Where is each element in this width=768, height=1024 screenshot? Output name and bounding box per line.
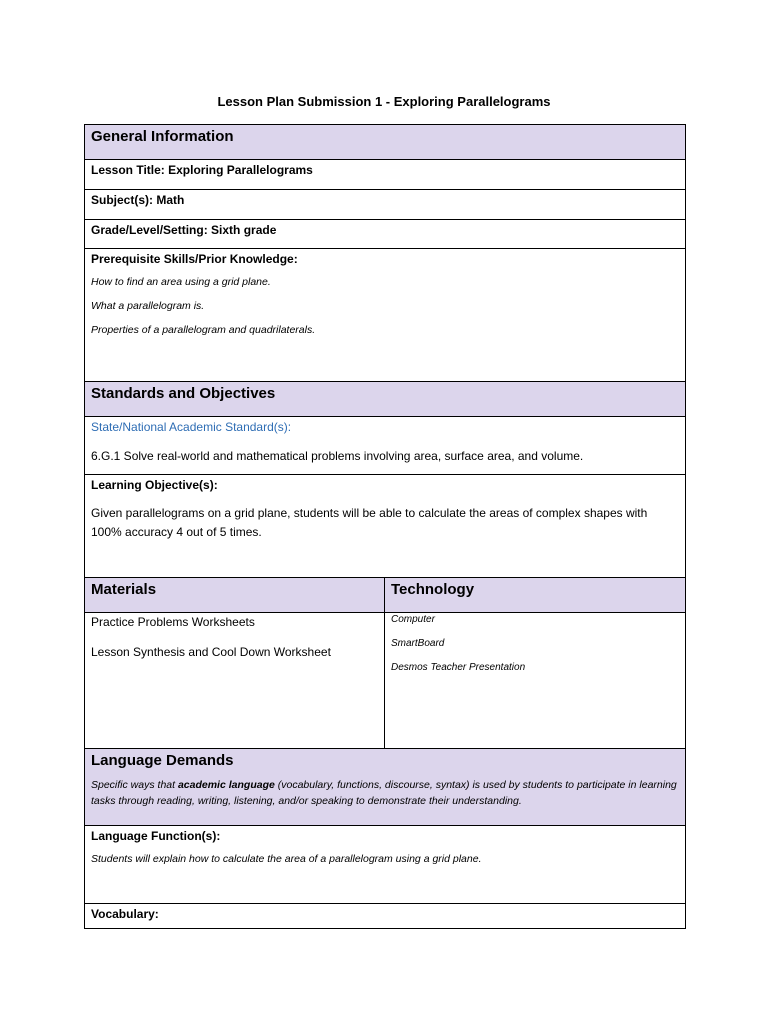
technology-item: SmartBoard [391,638,445,649]
language-functions-text: Students will explain how to calculate the area of a parallelogram using a grid plane. [91,853,482,865]
academic-standards-label: State/National Academic Standard(s): [91,420,292,434]
materials-header [85,578,385,613]
technology-title: Technology [391,581,475,598]
prerequisite-item: Properties of a parallelogram and quadrilaterals. [91,324,316,336]
standards-objectives-title: Standards and Objectives [91,385,276,402]
academic-standards-row [85,417,686,475]
vocabulary-row [85,904,686,929]
learning-objectives-text: Given parallelograms on a grid plane, students will be able to calculate the areas of complex shapes with 100% accuracy 4 out of 5 times. [91,506,648,539]
learning-objectives-label: Learning Objective(s): [91,478,218,492]
materials-item: Lesson Synthesis and Cool Down Worksheet [91,645,331,659]
materials-item: Practice Problems Worksheets [91,615,255,629]
language-demands-description: Specific ways that academic language (vocabulary, functions, discourse, syntax) is used by students to participate in learning tasks through reading, writing, listening, and/or speaking to demonstrate their understanding. [91,779,677,807]
language-functions-label: Language Function(s): [91,829,221,843]
technology-item: Computer [391,614,435,625]
language-functions-row [85,826,686,904]
prerequisite-row [85,249,686,382]
general-information-header [85,125,686,160]
general-information-title: General Information [91,128,234,145]
prerequisite-label: Prerequisite Skills/Prior Knowledge: [91,252,298,266]
materials-title: Materials [91,581,157,598]
lesson-title: Lesson Title: Exploring Parallelograms [91,163,313,177]
grade-level-setting: Grade/Level/Setting: Sixth grade [91,223,277,237]
subjects-row [85,190,686,220]
standards-objectives-header [85,382,686,417]
technology-header [385,578,686,613]
prerequisite-item: What a parallelogram is. [91,300,205,312]
technology-cell [385,613,686,749]
lesson-title-row [85,160,686,190]
subjects: Subject(s): Math [91,193,185,207]
grade-row [85,220,686,249]
learning-objectives-row [85,475,686,578]
prerequisite-item: How to find an area using a grid plane. [91,276,271,288]
language-demands-header [85,749,686,826]
lesson-plan-table [84,124,686,929]
technology-item: Desmos Teacher Presentation [391,662,526,673]
language-demands-title: Language Demands [91,752,234,769]
academic-standard-text: 6.G.1 Solve real-world and mathematical problems involving area, surface area, and volume. [91,449,584,463]
vocabulary-label: Vocabulary: [91,907,159,921]
document-title: Lesson Plan Submission 1 - Exploring Parallelograms [217,94,551,109]
materials-cell [85,613,385,749]
